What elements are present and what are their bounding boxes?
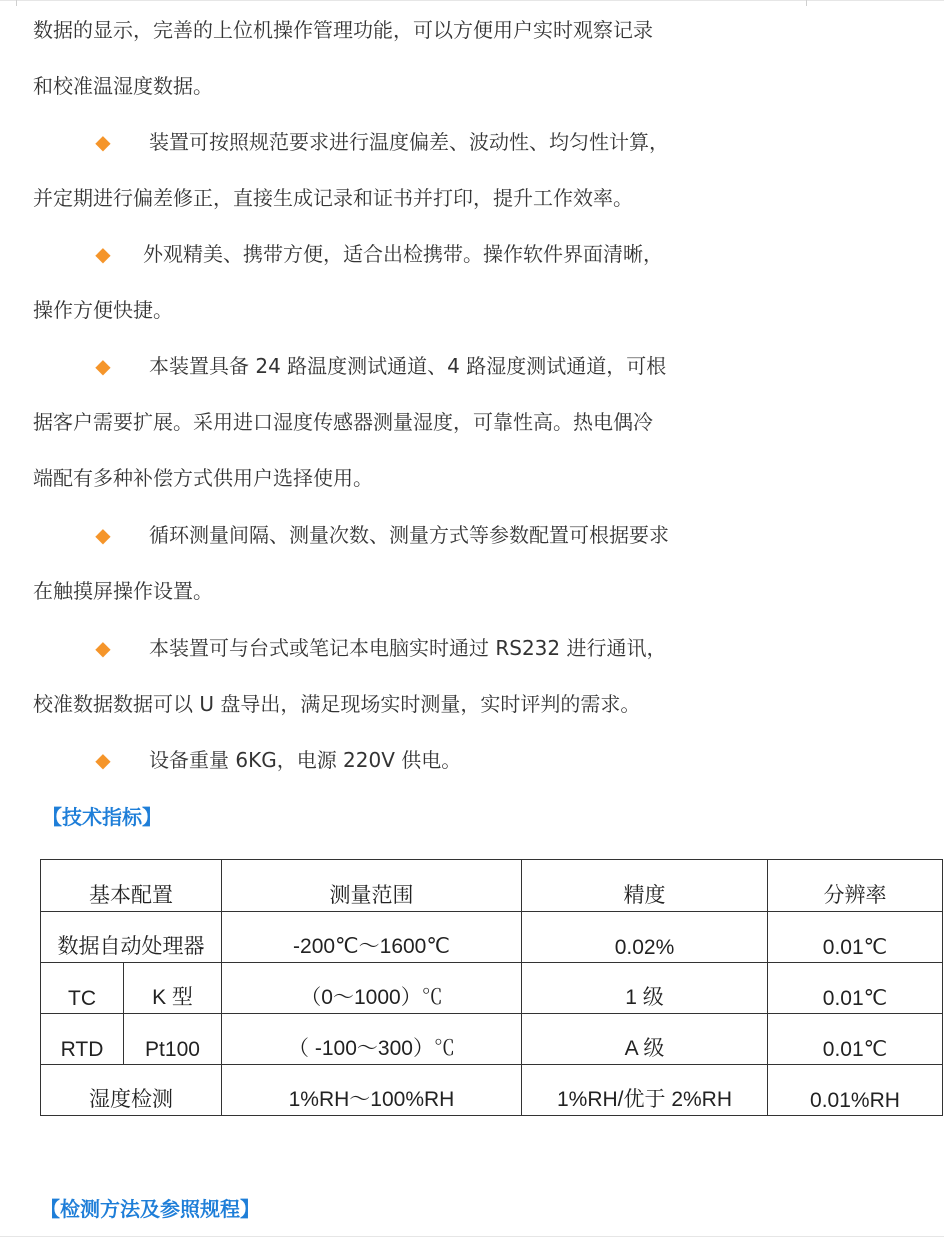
spec-table [40,859,943,1116]
section-heading-tech-specs: 【技术指标】 [42,805,162,829]
cell-accuracy: 1 级 [522,963,768,1014]
paragraph-line: 端配有多种补偿方式供用户选择使用。 [33,466,373,490]
paragraph-display-management [33,2,803,114]
paragraph-line: 外观精美、携带方便，适合出检携带。操作软件界面清晰， [143,242,663,266]
cell-range: （0～1000）℃ [222,963,522,1014]
paragraph-appearance [33,226,803,338]
table-row [41,912,943,963]
top-divider [0,0,944,1]
paragraph-channels [33,338,803,506]
page-corner-mark-right [806,0,807,6]
diamond-bullet-icon: ◆ [95,242,111,266]
paragraph-deviation-calculation [33,114,803,226]
section-heading-methods: 【检测方法及参照规程】 [40,1197,260,1221]
paragraph-line: 和校准温湿度数据。 [33,74,213,98]
cell-group: RTD [41,1014,124,1065]
table-row [41,1014,943,1065]
cell-type: K 型 [124,963,222,1014]
cell-range: -200℃～1600℃ [222,912,522,963]
table-header-row [41,860,943,912]
cell-accuracy: A 级 [522,1014,768,1065]
cell-group: TC [41,963,124,1014]
bottom-divider [0,1236,944,1237]
diamond-bullet-icon: ◆ [95,354,111,378]
cell-accuracy: 1%RH/优于 2%RH [522,1065,768,1116]
table-row [41,1065,943,1116]
header-resolution: 分辨率 [768,860,943,912]
paragraph-line: 装置可按照规范要求进行温度偏差、波动性、均匀性计算， [149,130,669,154]
cell-accuracy: 0.02% [522,912,768,963]
paragraph-line: 操作方便快捷。 [33,298,173,322]
paragraph-line: 在触摸屏操作设置。 [33,579,213,603]
header-config: 基本配置 [41,860,222,912]
cell-resolution: 0.01℃ [768,1014,943,1065]
header-accuracy: 精度 [522,860,768,912]
header-range: 测量范围 [222,860,522,912]
paragraph-line: 循环测量间隔、测量次数、测量方式等参数配置可根据要求 [149,523,669,547]
table-row [41,963,943,1014]
cell-config: 数据自动处理器 [41,912,222,963]
diamond-bullet-icon: ◆ [95,523,111,547]
cell-range: （ -100～300）℃ [222,1014,522,1065]
paragraph-line: 据客户需要扩展。采用进口湿度传感器测量湿度，可靠性高。热电偶冷 [33,410,653,434]
paragraph-configuration [33,507,803,619]
cell-range: 1%RH～100%RH [222,1065,522,1116]
diamond-bullet-icon: ◆ [95,636,111,660]
cell-config: 湿度检测 [41,1065,222,1116]
paragraph-weight-power [33,732,803,788]
page-corner-mark-left [16,0,17,6]
diamond-bullet-icon: ◆ [95,130,111,154]
cell-resolution: 0.01℃ [768,912,943,963]
cell-resolution: 0.01℃ [768,963,943,1014]
cell-type: Pt100 [124,1014,222,1065]
paragraph-line: 本装置具备 24 路温度测试通道、4 路湿度测试通道，可根 [149,354,667,378]
paragraph-line: 设备重量 6KG，电源 220V 供电。 [149,748,462,772]
paragraph-line: 校准数据数据可以 U 盘导出，满足现场实时测量，实时评判的需求。 [33,692,641,716]
paragraph-line: 本装置可与台式或笔记本电脑实时通过 RS232 进行通讯， [149,636,667,660]
paragraph-line: 并定期进行偏差修正，直接生成记录和证书并打印，提升工作效率。 [33,186,633,210]
paragraph-communication [33,620,803,732]
paragraph-line: 数据的显示，完善的上位机操作管理功能，可以方便用户实时观察记录 [33,18,653,42]
cell-resolution: 0.01%RH [768,1065,943,1116]
diamond-bullet-icon: ◆ [95,748,111,772]
